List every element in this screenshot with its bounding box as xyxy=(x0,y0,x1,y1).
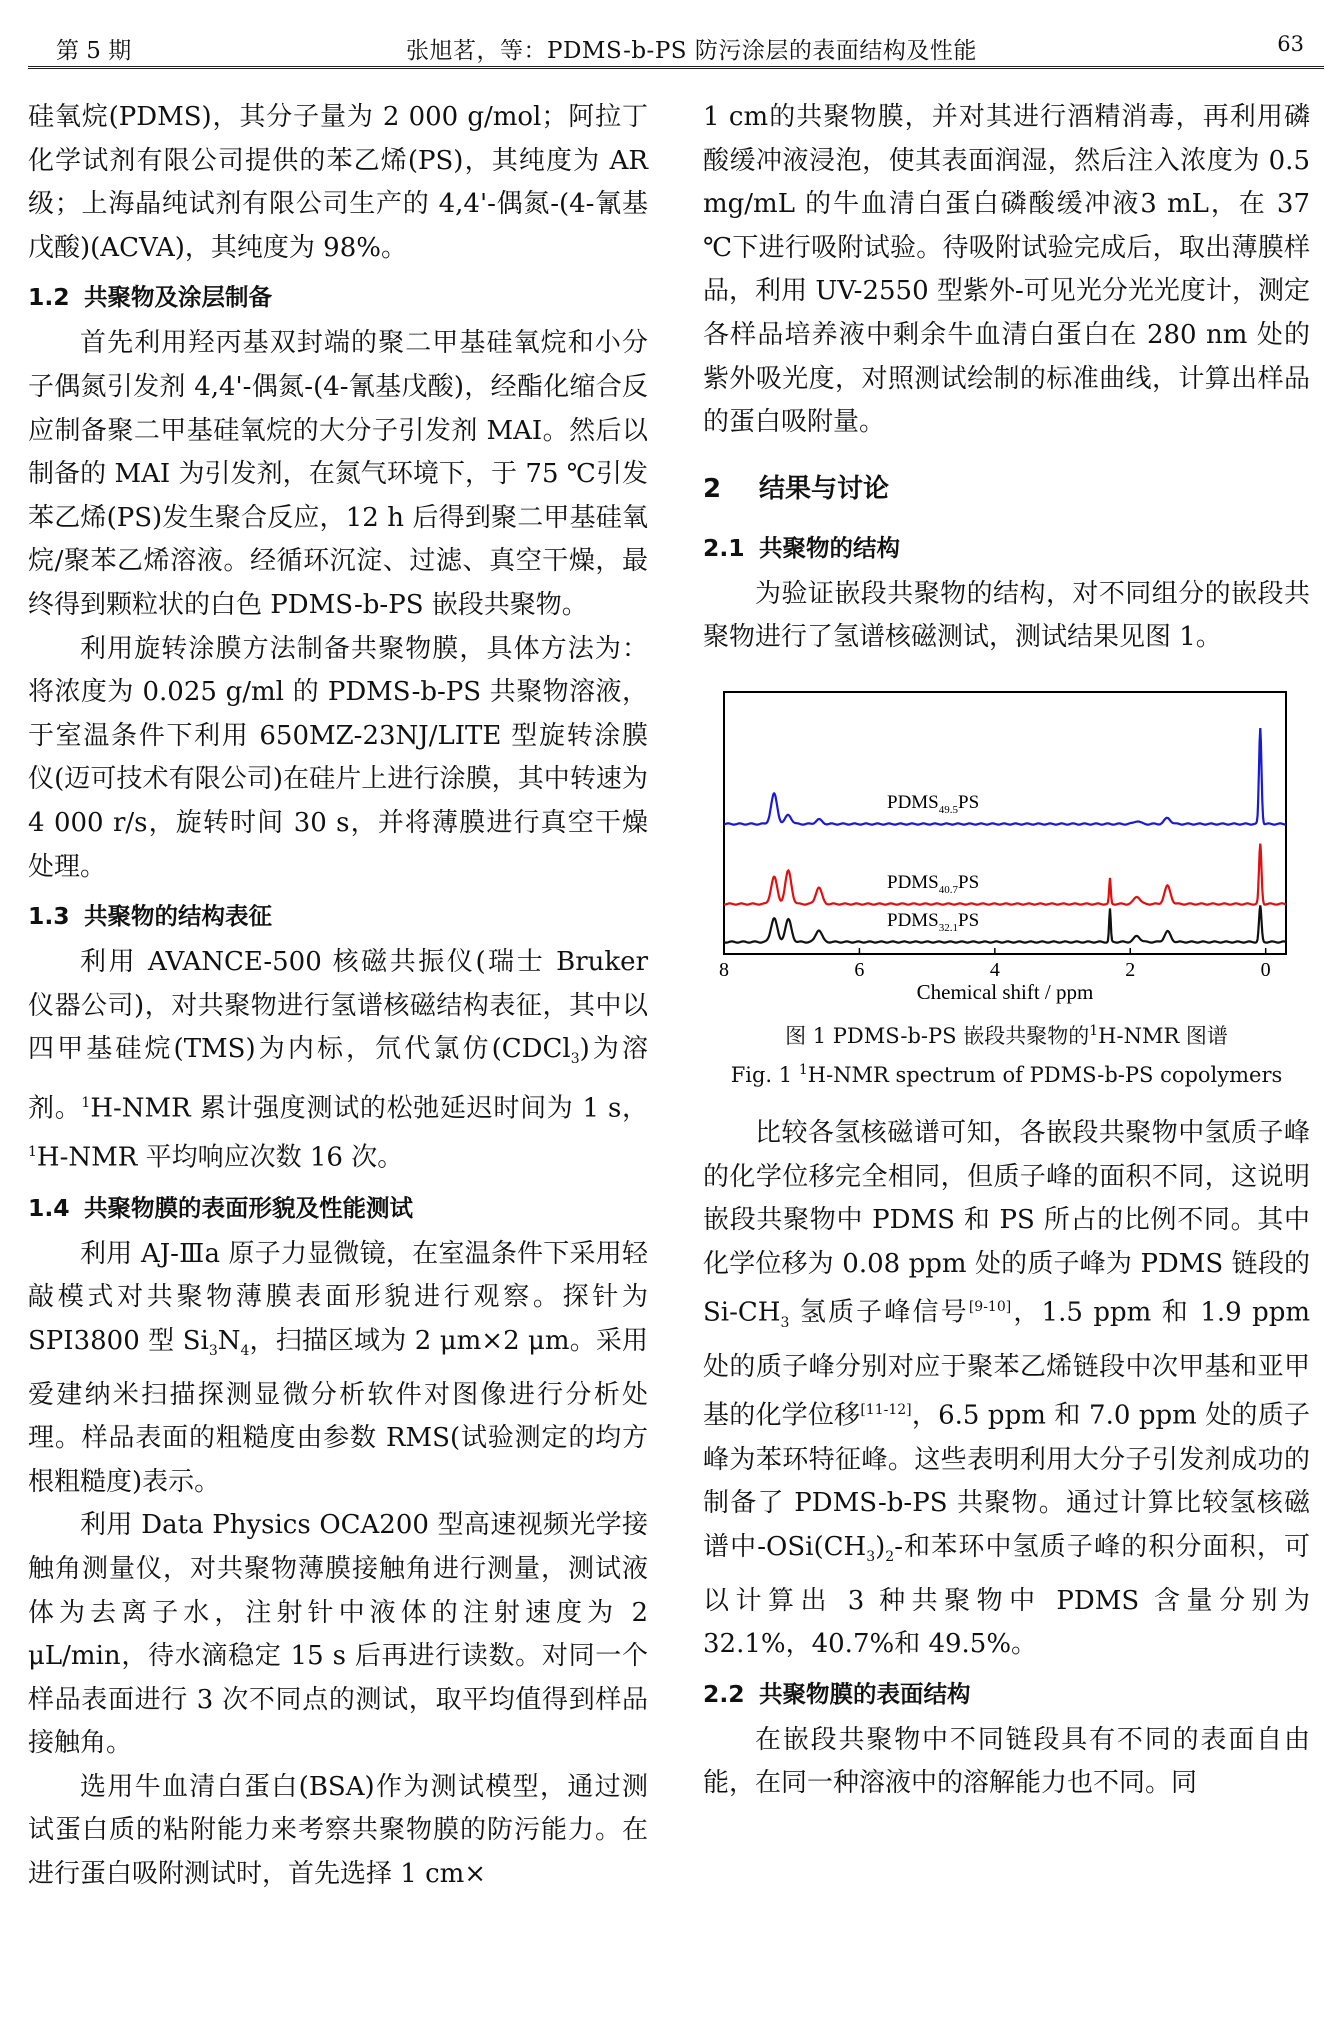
figure-caption-cn: 图 1 PDMS-b-PS 嵌段共聚物的$^1$H-NMR 图谱 xyxy=(785,1022,1228,1048)
page-number: 63 xyxy=(1277,32,1304,56)
section-number: 1.2 xyxy=(28,283,70,312)
paragraph-structure-intro: 为验证嵌段共聚物的结构，对不同组分的嵌段共聚物进行了氢谱核磁测试，测试结果见图 1。 xyxy=(703,578,1310,653)
section-title: 共聚物膜的表面形貌及性能测试 xyxy=(84,1193,413,1222)
section-number: 2.1 xyxy=(703,533,745,562)
series-label-49.5: $PDMS_{49.5}PS$ xyxy=(887,791,980,816)
spectrum-series-49.5 xyxy=(724,728,1286,825)
section-1-3-heading xyxy=(28,901,648,931)
series-label-32.1: $PDMS_{32.1}PS$ xyxy=(887,909,980,934)
paragraph-materials-cont: 硅氧烷(PDMS)，其分子量为 2 000 g/mol；阿拉丁化学试剂有限公司提供的苯乙烯(PS)，其纯度为 AR 级；上海晶纯试剂有限公司生产的 4,4'-偶氮-(4-氰基戊酸)(ACVA)，其纯度为 98%。 xyxy=(28,102,648,263)
paragraph-afm: 利用 AJ-Ⅲa 原子力显微镜，在室温条件下采用轻敲模式对共聚物薄膜表面形貌进行观察。探针为 SPI3800 型 $Si_3N_4$，扫描区域为 2 μm×2 μm。采用爱建纳米扫描探测显微分析软件对图像进行分析处理。样品表面的粗糙度由参数 RMS(试验测定的均方根粗糙度)表示。 xyxy=(28,1238,648,1497)
spectrum-series-32.1 xyxy=(724,905,1286,942)
paragraph-nmr-discussion: 比较各氢核磁谱可知，各嵌段共聚物中氢质子峰的化学位移完全相同，但质子峰的面积不同，这说明嵌段共聚物中 PDMS 和 PS 所占的比例不同。其中化学位移为 0.08 ppm 处的质子峰为 PDMS 链段的 $Si-CH_3$ 氢质子峰信号[9-10]，1.5 ppm 和 1.9 ppm 处的质子峰分别对应于聚苯乙烯链段中次甲基和亚甲基的化学位移[11-12]，6.5 ppm 和 7.0 ppm 处的质子峰为苯环特征峰。这些表明利用大分子引发剂成功的制备了 PDMS-b-PS 共聚物。通过计算比较氢核磁谱中$-OSi(CH_3)_2-$和苯环中氢质子峰的积分面积，可以计算出 3 种共聚物中 PDMS 含量分别为 32.1%，40.7%和 49.5%。 xyxy=(703,1117,1311,1660)
paragraph-contact-angle: 利用 Data Physics OCA200 型高速视频光学接触角测量仪，对共聚物薄膜接触角进行测量，测试液体为去离子水，注射针中液体的注射速度为 2 μL/min，待水滴稳定 15 s 后再进行读数。对同一个样品表面进行 3 次不同点的测试，取平均值得到样品接触角。 xyxy=(28,1510,648,1759)
x-tick-label: 2 xyxy=(1125,958,1136,981)
section-title: 共聚物及涂层制备 xyxy=(84,283,272,312)
section-title: 共聚物膜的表面结构 xyxy=(759,1679,971,1708)
spectrum-series-40.7 xyxy=(724,844,1286,905)
figure-caption-en: Fig. 1 $^1$H-NMR spectrum of PDMS-b-PS copolymers xyxy=(730,1061,1283,1087)
section-1-2-heading xyxy=(28,282,648,312)
paragraph-surface-structure: 在嵌段共聚物中不同链段具有不同的表面自由能，在同一种溶液中的溶解能力也不同。同 xyxy=(703,1724,1310,1799)
section-2-heading xyxy=(703,473,1310,505)
section-number: 2.2 xyxy=(703,1679,745,1708)
x-axis-label: Chemical shift / ppm xyxy=(916,979,1094,1004)
x-tick-label: 6 xyxy=(854,958,865,981)
x-tick-label: 4 xyxy=(989,958,1000,981)
paragraph-nmr-method: 利用 AVANCE-500 核磁共振仪(瑞士 Bruker 仪器公司)，对共聚物进行氢谱核磁结构表征，其中以四甲基硅烷(TMS)为内标，氘代氯仿(CDCl$_3$)为溶剂。$^1$H-NMR 累计强度测试的松弛延迟时间为 1 s，$^1$H-NMR 平均响应次数 16 次。 xyxy=(28,947,648,1173)
section-1-4-heading xyxy=(28,1193,648,1223)
section-number: 1.4 xyxy=(28,1193,70,1222)
figure-1 xyxy=(703,676,1310,1092)
nmr-chart xyxy=(703,676,1310,1006)
x-tick-label: 8 xyxy=(719,958,729,981)
paragraph-spin-coating: 利用旋转涂膜方法制备共聚物膜，具体方法为：将浓度为 0.025 g/ml 的 PDMS-b-PS 共聚物溶液，于室温条件下利用 650MZ-23NJ/LITE 型旋转涂膜仪(迈可技术有限公司)在硅片上进行涂膜，其中转速为 4 000 r/s，旋转时间 30 s，并将薄膜进行真空干燥处理。 xyxy=(28,633,648,882)
section-title: 共聚物的结构表征 xyxy=(84,902,272,931)
x-tick-label: 0 xyxy=(1260,958,1271,981)
section-2-2-heading xyxy=(703,1679,1310,1709)
paragraph-bsa: 选用牛血清白蛋白(BSA)作为测试模型，通过测试蛋白质的粘附能力来考察共聚物膜的防污能力。在进行蛋白吸附测试时，首先选择 1 cm× xyxy=(28,1771,648,1890)
paragraph-adsorption-cont: 1 cm的共聚物膜，并对其进行酒精消毒，再利用磷酸缓冲液浸泡，使其表面润湿，然后注入浓度为 0.5 mg/mL 的牛血清白蛋白磷酸缓冲液3 mL，在 37 ℃下进行吸附试验。待吸附试验完成后，取出薄膜样品，利用 UV-2550 型紫外-可见光分光光度计，测定各样品培养液中剩余牛血清白蛋白在 280 nm 处的紫外吸光度，对照测试绘制的标准曲线，计算出样品的蛋白吸附量。 xyxy=(703,102,1310,438)
section-title: 共聚物的结构 xyxy=(759,533,900,562)
section-2-1-heading xyxy=(703,533,1310,563)
section-number: 1.3 xyxy=(28,902,70,931)
issue-number: 第 5 期 xyxy=(56,38,132,64)
paragraph-synthesis: 首先利用羟丙基双封端的聚二甲基硅氧烷和小分子偶氮引发剂 4,4'-偶氮-(4-氰基戊酸)，经酯化缩合反应制备聚二甲基硅氧烷的大分子引发剂 MAI。然后以制备的 MAI 为引发剂，在氮气环境下，于 75 ℃引发苯乙烯(PS)发生聚合反应，12 h 后得到聚二甲基硅氧烷/聚苯乙烯溶液。经循环沉淀、过滤、真空干燥，最终得到颗粒状的白色 PDMS-b-PS 嵌段共聚物。 xyxy=(28,328,648,620)
section-number: 2 xyxy=(703,473,722,504)
section-title: 结果与讨论 xyxy=(759,473,890,504)
left-column xyxy=(28,96,648,1897)
right-column xyxy=(703,96,1310,1806)
series-label-40.7: $PDMS_{40.7}PS$ xyxy=(887,871,980,896)
running-title: 张旭茗，等：PDMS-b-PS 防污涂层的表面结构及性能 xyxy=(406,38,977,64)
running-header xyxy=(28,22,1324,69)
